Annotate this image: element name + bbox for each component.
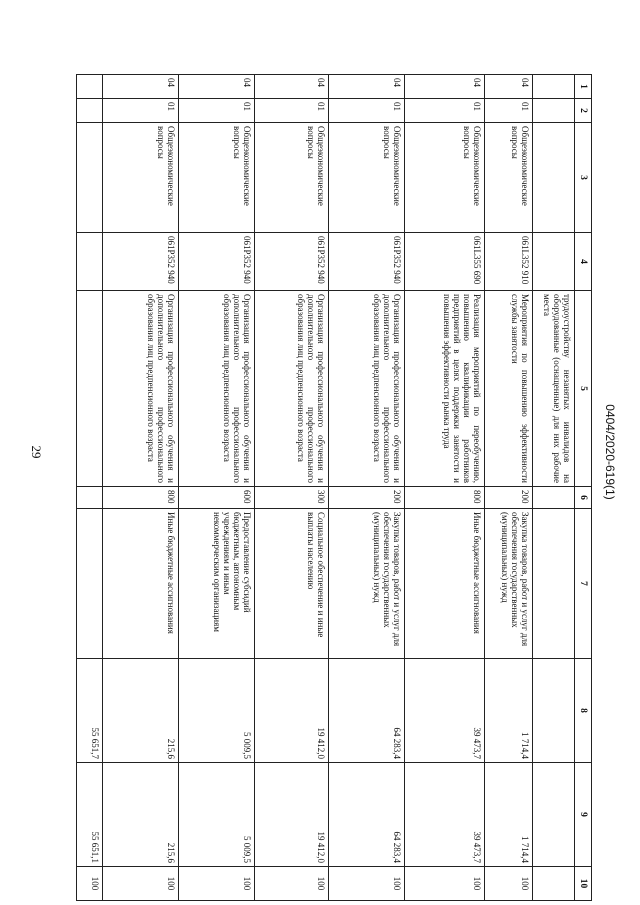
cell-planned-amount: 215,6 [103, 659, 179, 763]
rotated-table-container [76, 74, 592, 900]
cell-article-name: Организация профессионального обучения и дополнительного профессионального образования лиц предпенсионного возраста [179, 291, 255, 487]
cell-expense-type-name: Предоставление субсидий бюджетным, автономным учреждениям и иным некоммерческим организациям [179, 509, 255, 659]
cell-expense-type: 600 [179, 487, 255, 509]
cell-section: 04 [103, 75, 179, 99]
header-cell: 9 [575, 763, 592, 867]
cell-article-name: Организация профессионального обучения и дополнительного профессионального образования лиц предпенсионного возраста [103, 291, 179, 487]
cell-executed-amount: 5 009,5 [179, 763, 255, 867]
cell-section-name: Общеэкономические вопросы [179, 123, 255, 233]
cell-section [77, 75, 103, 99]
cell-expense-type [533, 487, 575, 509]
cell-section-name: Общеэкономические вопросы [255, 123, 329, 233]
header-cell: 7 [575, 509, 592, 659]
cell-target-article [77, 233, 103, 291]
cell-section: 04 [255, 75, 329, 99]
cell-section-name: Общеэкономические вопросы [103, 123, 179, 233]
cell-percent: 100 [255, 867, 329, 901]
cell-subsection: 01 [485, 99, 533, 123]
table-row [533, 75, 575, 901]
budget-table [76, 74, 592, 901]
cell-executed-amount: 19 412,0 [255, 763, 329, 867]
cell-subsection [533, 99, 575, 123]
cell-article-name: трудоустройству незанятых инвалидов на оборудованные (оснащенные) для них рабочие места [533, 291, 575, 487]
cell-expense-type-name: Иные бюджетные ассигнования [103, 509, 179, 659]
cell-section [533, 75, 575, 99]
cell-planned-amount: 5 009,5 [179, 659, 255, 763]
header-cell: 2 [575, 99, 592, 123]
table-row [405, 75, 485, 901]
header-row [575, 75, 592, 901]
table-row [255, 75, 329, 901]
cell-expense-type-name: Закупка товаров, работ и услуг для обеспечения государственных (муниципальных) нужд [485, 509, 533, 659]
table-row [179, 75, 255, 901]
document-code: 0404/2020-619(1) [603, 404, 617, 500]
cell-percent: 100 [405, 867, 485, 901]
table-row [103, 75, 179, 901]
cell-article-name: Организация профессионального обучения и дополнительного профессионального образования лиц предпенсионного возраста [255, 291, 329, 487]
header-cell: 5 [575, 291, 592, 487]
cell-article-name: Реализация мероприятий по переобучению, повышению квалификации работников предприятий в целях поддержки занятости и повышения эффективности рынка труда [405, 291, 485, 487]
cell-article-name [77, 291, 103, 487]
cell-expense-type: 300 [255, 487, 329, 509]
header-cell: 6 [575, 487, 592, 509]
cell-subsection: 01 [255, 99, 329, 123]
cell-expense-type-name: Социальное обеспечение и иные выплаты населению [255, 509, 329, 659]
cell-planned-amount: 64 283,4 [329, 659, 405, 763]
cell-expense-type: 200 [485, 487, 533, 509]
cell-executed-amount: 215,6 [103, 763, 179, 867]
table-row [329, 75, 405, 901]
table-row [77, 75, 103, 901]
cell-article-name: Мероприятия по повышению эффективности службы занятости [485, 291, 533, 487]
cell-executed-amount: 64 283,4 [329, 763, 405, 867]
cell-percent: 100 [179, 867, 255, 901]
page-number: 29 [29, 445, 44, 459]
cell-percent: 100 [77, 867, 103, 901]
cell-subsection: 01 [179, 99, 255, 123]
header-cell: 10 [575, 867, 592, 901]
cell-section-name [533, 123, 575, 233]
cell-planned-amount: 1 714,4 [485, 659, 533, 763]
cell-target-article: 061P352 940 [103, 233, 179, 291]
table-row [485, 75, 533, 901]
cell-executed-amount: 1 714,4 [485, 763, 533, 867]
cell-section: 04 [179, 75, 255, 99]
cell-target-article: 061P352 940 [255, 233, 329, 291]
cell-expense-type-name: Закупка товаров, работ и услуг для обеспечения государственных (муниципальных) нужд [329, 509, 405, 659]
cell-expense-type: 800 [405, 487, 485, 509]
header-cell: 4 [575, 233, 592, 291]
cell-expense-type [77, 487, 103, 509]
cell-percent: 100 [485, 867, 533, 901]
cell-subsection [77, 99, 103, 123]
cell-subsection: 01 [405, 99, 485, 123]
cell-subsection: 01 [103, 99, 179, 123]
header-cell: 8 [575, 659, 592, 763]
cell-section: 04 [329, 75, 405, 99]
cell-section: 04 [485, 75, 533, 99]
cell-expense-type-name: Иные бюджетные ассигнования [405, 509, 485, 659]
cell-target-article: 061L355 690 [405, 233, 485, 291]
cell-section-name: Общеэкономические вопросы [329, 123, 405, 233]
cell-executed-amount [533, 763, 575, 867]
cell-executed-amount: 39 473,7 [405, 763, 485, 867]
cell-expense-type-name [77, 509, 103, 659]
cell-target-article [533, 233, 575, 291]
cell-planned-amount [533, 659, 575, 763]
header-cell: 1 [575, 75, 592, 99]
cell-expense-type: 800 [103, 487, 179, 509]
cell-section-name: Общеэкономические вопросы [405, 123, 485, 233]
cell-article-name: Организация профессионального обучения и дополнительного профессионального образования лиц предпенсионного возраста [329, 291, 405, 487]
cell-expense-type-name [533, 509, 575, 659]
cell-percent: 100 [329, 867, 405, 901]
cell-subsection: 01 [329, 99, 405, 123]
cell-executed-amount: 55 651,1 [77, 763, 103, 867]
cell-target-article: 061L352 910 [485, 233, 533, 291]
cell-planned-amount: 39 473,7 [405, 659, 485, 763]
cell-section-name: Общеэкономические вопросы [485, 123, 533, 233]
cell-percent [533, 867, 575, 901]
cell-planned-amount: 19 412,0 [255, 659, 329, 763]
cell-target-article: 061P352 940 [329, 233, 405, 291]
cell-expense-type: 200 [329, 487, 405, 509]
cell-percent: 100 [103, 867, 179, 901]
cell-section: 04 [405, 75, 485, 99]
cell-section-name [77, 123, 103, 233]
cell-planned-amount: 55 651,7 [77, 659, 103, 763]
header-cell: 3 [575, 123, 592, 233]
cell-target-article: 061P352 940 [179, 233, 255, 291]
